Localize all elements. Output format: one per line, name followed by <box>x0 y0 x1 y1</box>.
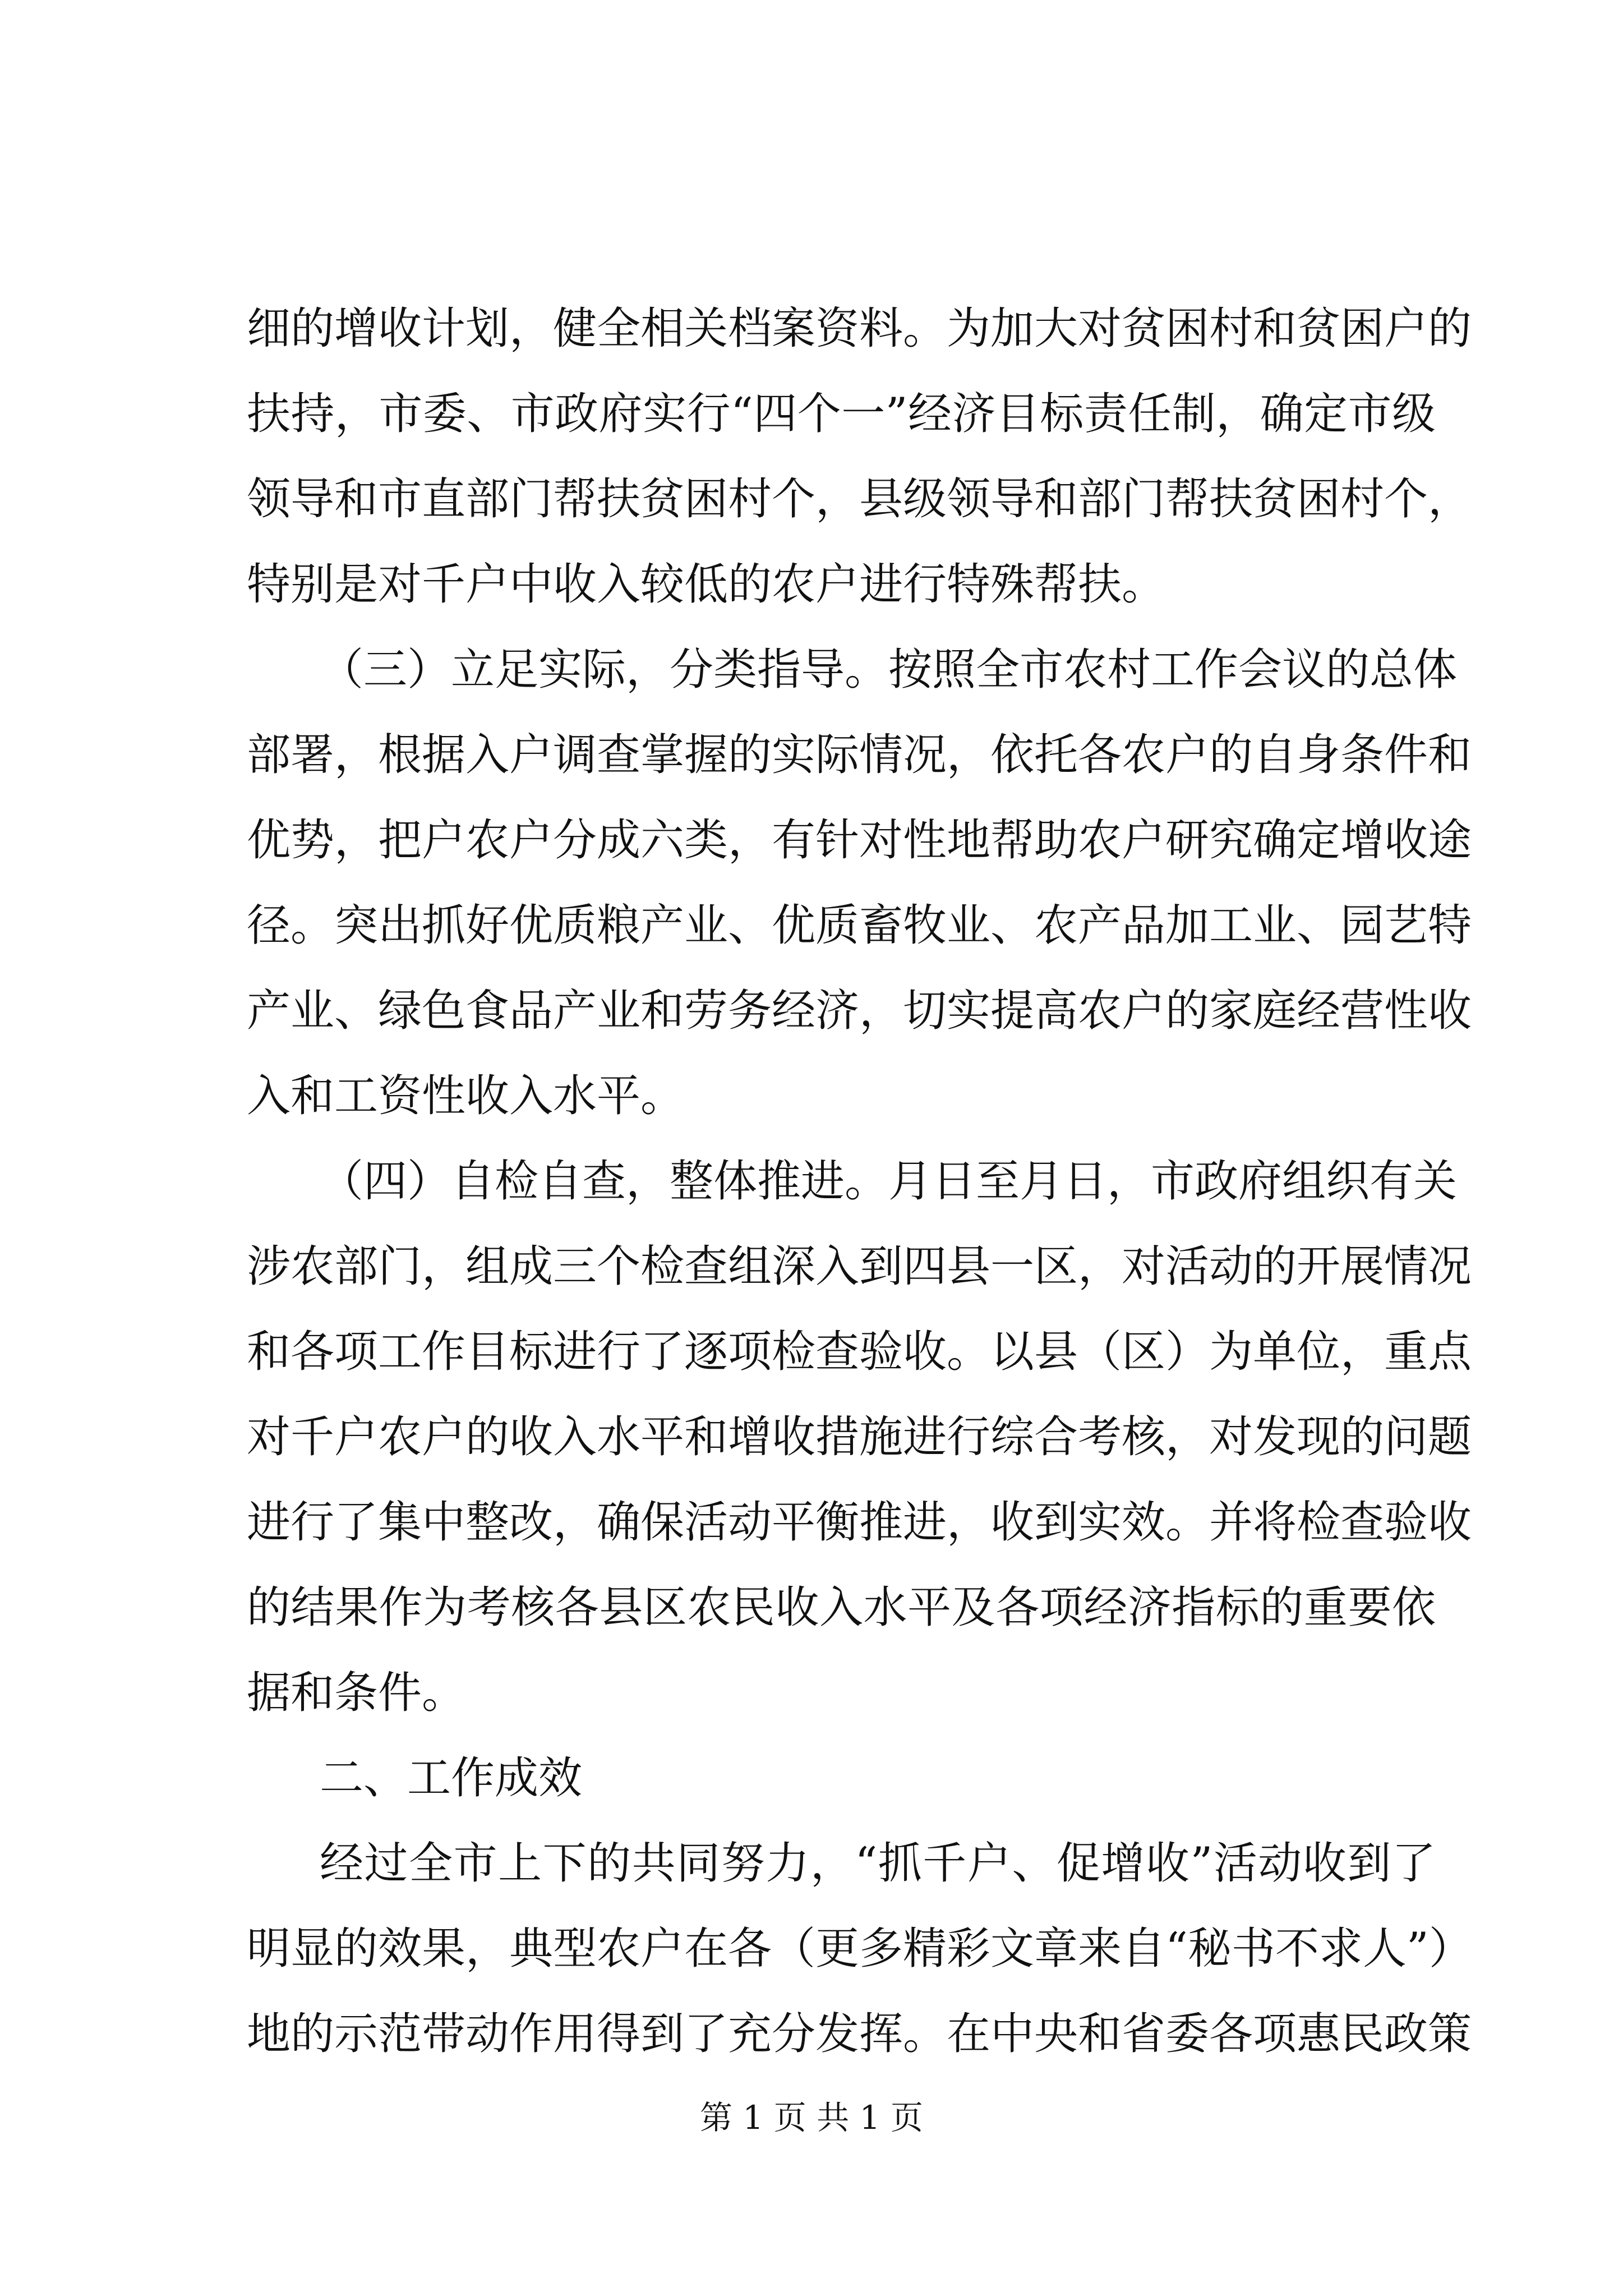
text-line: （三）立足实际，分类指导。按照全市农村工作会议的总体 <box>320 645 1458 695</box>
text-line: 特别是对千户中收入较低的农户进行特殊帮扶。 <box>247 559 1166 610</box>
text-line: 据和条件。 <box>247 1668 466 1718</box>
text-line: 径。突出抓好优质粮产业、优质畜牧业、农产品加工业、园艺特 <box>247 900 1472 951</box>
text-line: 经过全市上下的共同努力，“抓千户、促增收”活动收到了 <box>320 1838 1436 1889</box>
text-line: 对千户农户的收入水平和增收措施进行综合考核，对发现的问题 <box>247 1412 1472 1462</box>
text-line: 入和工资性收入水平。 <box>247 1071 685 1121</box>
text-line: 进行了集中整改，确保活动平衡推进，收到实效。并将检查验收 <box>247 1497 1472 1548</box>
text-line: 地的示范带动作用得到了充分发挥。在中央和省委各项惠民政策 <box>247 2009 1472 2059</box>
document-body <box>247 286 1473 2077</box>
text-line: 扶持，市委、市政府实行“四个一”经济目标责任制，确定市级 <box>247 389 1436 439</box>
text-line: 产业、绿色食品产业和劳务经济，切实提高农户的家庭经营性收 <box>247 986 1472 1036</box>
text-line: 细的增收计划，健全相关档案资料。为加大对贫困村和贫困户的 <box>247 303 1472 354</box>
text-line: 部署，根据入户调查掌握的实际情况，依托各农户的自身条件和 <box>247 730 1472 780</box>
text-line: 二、工作成效 <box>320 1753 583 1803</box>
text-line: 的结果作为考核各县区农民收入水平及各项经济指标的重要依 <box>247 1582 1436 1633</box>
text-line: 和各项工作目标进行了逐项检查验收。以县（区）为单位，重点 <box>247 1327 1472 1377</box>
text-line: 领导和市直部门帮扶贫困村个，县级领导和部门帮扶贫困村个， <box>247 474 1472 524</box>
text-line: 优势，把户农户分成六类，有针对性地帮助农户研究确定增收途 <box>247 815 1472 866</box>
text-line: 涉农部门，组成三个检查组深入到四县一区，对活动的开展情况 <box>247 1241 1472 1292</box>
text-line: 明显的效果，典型农户在各（更多精彩文章来自“秘书不求人”） <box>247 1924 1473 1974</box>
page-footer: 第 1 页 共 1 页 <box>700 2099 923 2137</box>
text-line: （四）自检自查，整体推进。月日至月日，市政府组织有关 <box>320 1156 1458 1207</box>
